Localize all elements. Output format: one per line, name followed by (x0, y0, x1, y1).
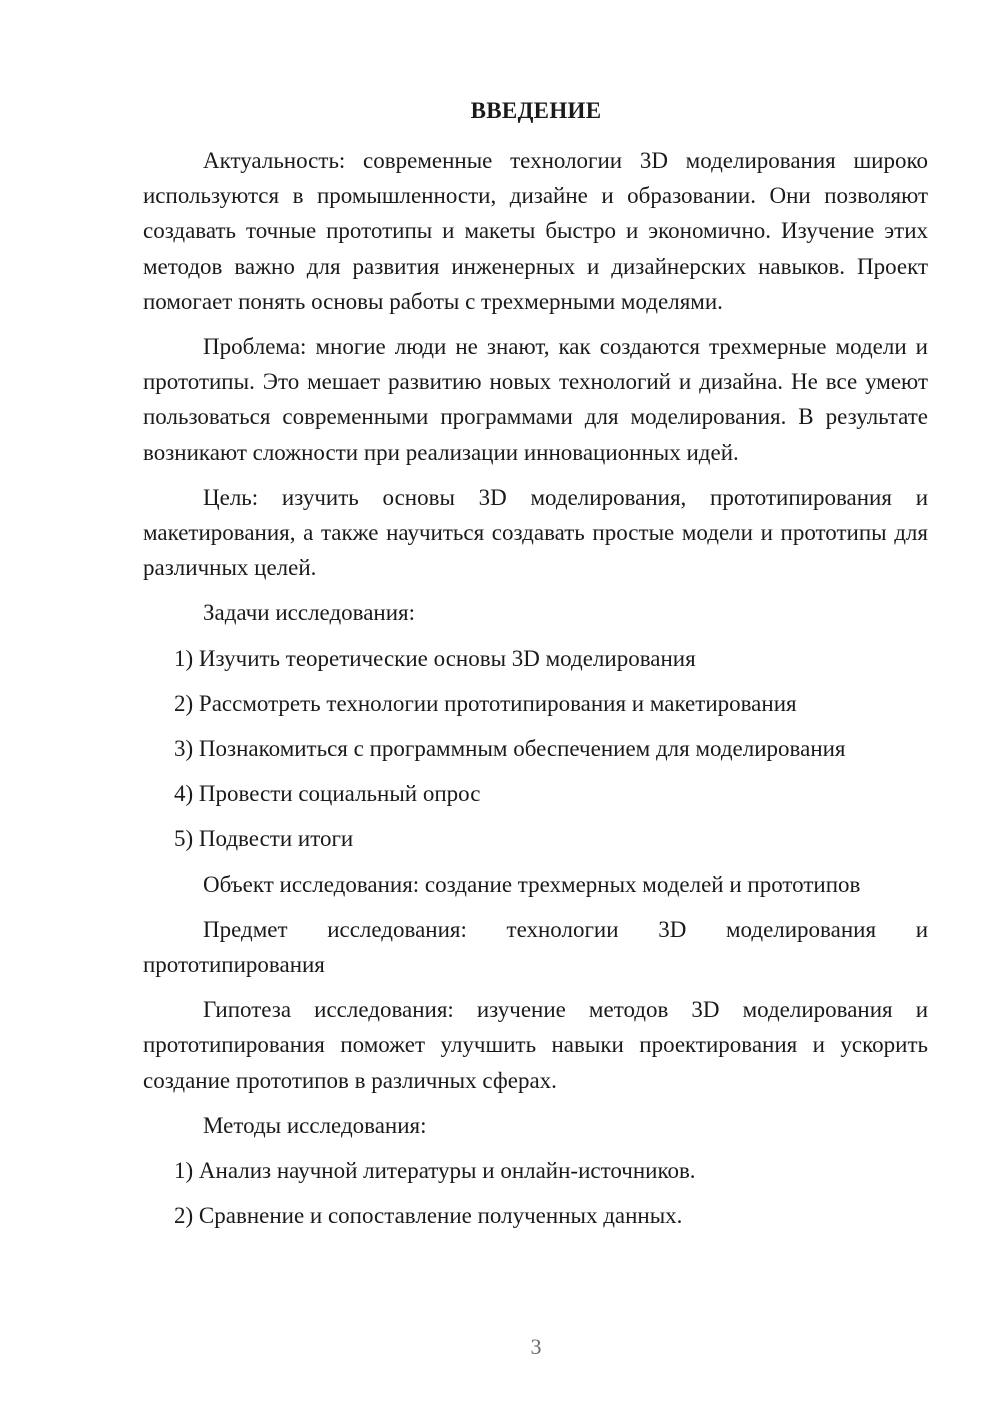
task-item: 2) Рассмотреть технологии прототипирования и макетирования (174, 690, 797, 716)
methods-title: Методы исследования: (203, 1112, 427, 1138)
subject-paragraph: Предмет исследования: технологии 3D моделирования и прототипирования (143, 916, 928, 978)
page-number: 3 (530, 1334, 542, 1359)
task-item: 3) Познакомиться с программным обеспечением для моделирования (174, 736, 846, 762)
methods-list (143, 1153, 928, 1233)
task-item: 5) Подвести итоги (174, 826, 354, 852)
tasks-list (143, 641, 928, 857)
relevance-paragraph: Актуальность: современные технологии 3D моделирования широко используются в промышленности, дизайне и образовании. Они позволяют создавать точные прототипы и макеты быстро и экономично. Изучение этих методов важно для развития инженерных и дизайнерских навыков. Проект помогает понять основы работы с трехмерными моделями. (143, 148, 928, 314)
section-heading: ВВЕДЕНИЕ (470, 98, 602, 123)
method-item: 1) Анализ научной литературы и онлайн-источников. (174, 1158, 696, 1184)
problem-paragraph: Проблема: многие люди не знают, как создаются трехмерные модели и прототипы. Это мешает развитию новых технологий и дизайна. Не все умеют пользоваться современными программами для моделирования. В результате возникают сложности при реализации инновационных идей. (143, 334, 928, 465)
hypothesis-paragraph: Гипотеза исследования: изучение методов 3D моделирования и прототипирования поможет улучшить навыки проектирования и ускорить создание прототипов в различных сферах. (143, 997, 928, 1093)
task-item: 4) Провести социальный опрос (174, 781, 481, 807)
method-item: 2) Сравнение и сопоставление полученных данных. (174, 1203, 683, 1229)
object-paragraph: Объект исследования: создание трехмерных моделей и прототипов (203, 871, 861, 897)
task-item: 1) Изучить теоретические основы 3D моделирования (174, 645, 696, 671)
document-body (143, 143, 928, 1243)
goal-paragraph: Цель: изучить основы 3D моделирования, прототипирования и макетирования, а также научиться создавать простые модели и прототипы для различных целей. (143, 484, 928, 581)
tasks-title: Задачи исследования: (203, 600, 416, 626)
